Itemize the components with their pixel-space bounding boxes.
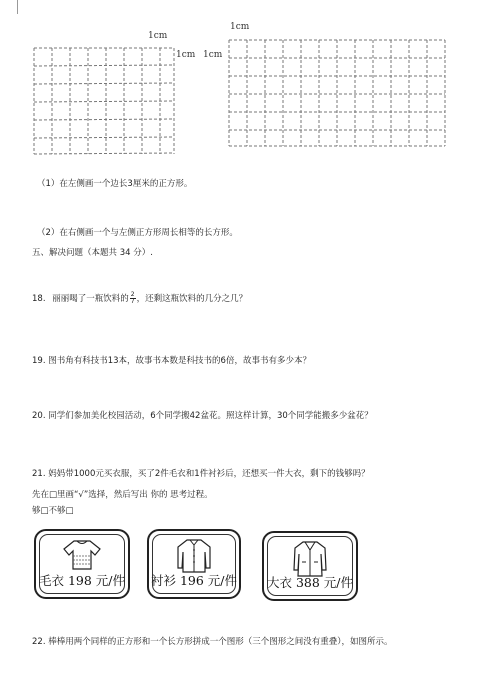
left-grid	[33, 46, 175, 156]
right-grid-top-unit: 1cm	[230, 22, 250, 32]
problem-18-text-after: ，还剩这瓶饮料的几分之几？	[136, 294, 248, 304]
right-grid	[228, 38, 446, 148]
problem-21-options: 够□不够□	[32, 506, 74, 516]
page-corner-mark	[17, 0, 18, 14]
fraction-denominator: 7	[130, 298, 135, 305]
sweater-price-card	[34, 529, 130, 599]
right-grid-side-unit: 1cm	[203, 50, 223, 60]
question-4-2: （2）在右侧画一个与左侧正方形周长相等的长方形。	[37, 228, 238, 238]
shirt-icon	[174, 538, 214, 574]
left-grid-side-unit: 1cm	[176, 50, 196, 60]
left-grid-top-unit: 1cm	[148, 31, 168, 41]
problem-18-number: 18.	[32, 294, 46, 304]
sweater-icon	[62, 538, 102, 572]
problem-19: 19. 图书角有科技书13本，故事书本数是科技书的6倍，故事书有多少本？	[32, 356, 311, 366]
shirt-price-card	[147, 529, 241, 599]
section-5-title: 五、解决问题（本题共 34 分）.	[32, 248, 153, 258]
problem-20: 20. 同学们参加美化校园活动，6个同学搬42盆花。照这样计算，30个同学能搬多少盆花？	[32, 411, 373, 421]
problem-22: 22. 棒棒用两个同样的正方形和一个长方形拼成一个图形（三个图形之间没有重叠），如图所示。	[32, 637, 393, 647]
problem-21-line1: 21. 妈妈带1000元买衣服，买了2件毛衣和1件衬衫后，还想买一件大衣，剩下的钱够吗？	[32, 469, 370, 479]
coat-price: 大衣 388 元/件	[266, 575, 354, 590]
problem-21-line2: 先在□里画“√”选择，然后写出 你的 思考过程。	[32, 490, 213, 500]
problem-18-text: 丽丽喝了一瓶饮料的	[52, 294, 129, 304]
problem-18-fraction	[130, 292, 136, 305]
problem-18	[32, 292, 247, 305]
fraction-numerator: 2	[130, 291, 135, 298]
sweater-price: 毛衣 198 元/件	[38, 573, 126, 588]
coat-price-card	[262, 531, 358, 601]
question-4-1: （1）在左侧画一个边长3厘米的正方形。	[37, 179, 193, 189]
shirt-price: 衬衫 196 元/件	[150, 573, 238, 588]
